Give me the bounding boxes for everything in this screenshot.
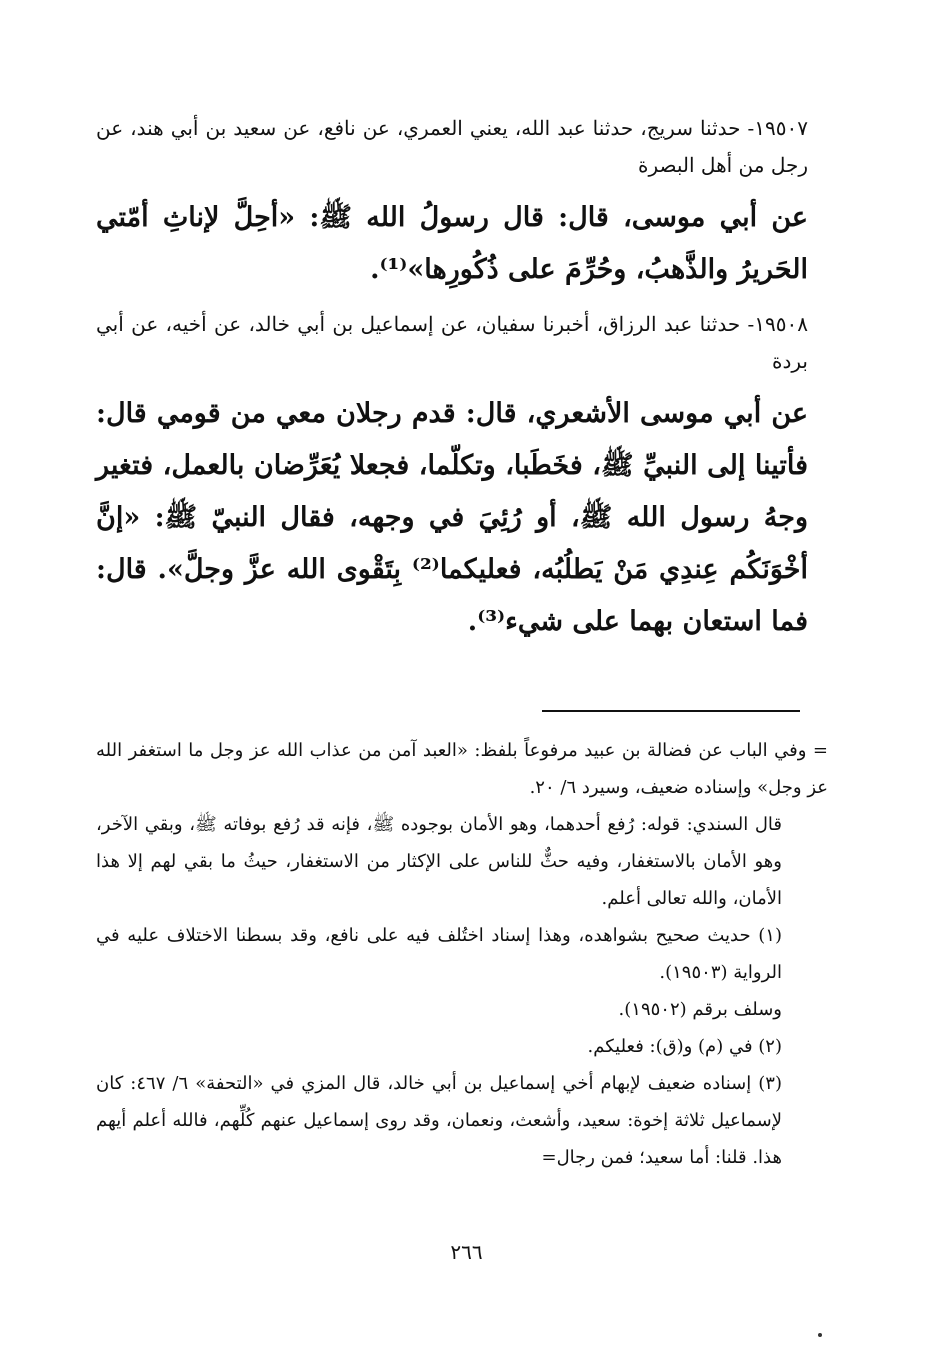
footnote-separator	[542, 710, 800, 712]
footnotes	[96, 732, 828, 1176]
main-text	[96, 100, 808, 658]
footnote-1: (١) حديث صحيح بشواهده، وهذا إسناد اختُلف فيه على نافع، وقد بسطنا الاختلاف عليه في الرواية (١٩٥٠٣).	[96, 925, 782, 983]
footnote-2: (٢) في (م) و(ق): فعليكم.	[587, 1036, 782, 1057]
hadith-19508-isnad: ١٩٥٠٨- حدثنا عبد الرزاق، أخبرنا سفيان، عن إسماعيل بن أبي خالد، عن أخيه، عن أبي بردة	[96, 312, 808, 373]
footnote-1-continuation: وسلف برقم (١٩٥٠٢).	[618, 999, 782, 1020]
footnote-3: (٣) إسناده ضعيف لإبهام أخي إسماعيل بن أبي خالد، قال المزي في «التحفة» ٦/ ٤٦٧: كان لإسماعيل ثلاثة إخوة: سعيد، وأشعث، ونعمان، وقد روى إسماعيل عنهم كُلِّهم، فالله أعلم أيهم هذا. قلنا: أما سعيد؛ فمن رجال=	[96, 1073, 782, 1168]
footnote-continuation: = وفي الباب عن فضالة بن عبيد مرفوعاً بلفظ: «العبد آمن من عذاب الله عز وجل ما استغفر الله عز وجل» وإسناده ضعيف، وسيرد ٦/ ٢٠.	[96, 740, 828, 798]
hadith-19507-matn: عن أبي موسى، قال: قال رسولُ الله ﷺ: «أحِلَّ لإناثِ أمّتي الحَريرُ والذَّهبُ، وحُرِّمَ على ذُكُورِها»⁽¹⁾.	[96, 202, 808, 285]
hadith-19507-isnad: ١٩٥٠٧- حدثنا سريج، حدثنا عبد الله، يعني العمري، عن نافع، عن سعيد بن أبي هند، عن رجل من أهل البصرة	[96, 116, 808, 177]
hadith-19508-matn: عن أبي موسى الأشعري، قال: قدم رجلان معي من قومي قال: فأتينا إلى النبيِّ ﷺ، فخَطَبا، وتكلّما، فجعلا يُعَرِّضان بالعمل، فتغير وجهُ رسول الله ﷺ، أو رُئِيَ في وجهه، فقال النبيّ ﷺ: «إنَّ أخْوَنَكُم عِندِي مَنْ يَطلُبُه، فعليكما⁽²⁾ بِتَقْوى الله عزَّ وجلَّ». قال: فما استعان بهما على شيء⁽³⁾.	[96, 398, 808, 637]
page-number: ٢٦٦	[450, 1240, 483, 1264]
scan-speck	[818, 1333, 822, 1337]
footnote-sindi: قال السندي: قوله: رُفع أحدهما، وهو الأمان بوجوده ﷺ، فإنه قد رُفع بوفاته ﷺ، وبقي الآخر، وهو الأمان بالاستغفار، وفيه حثٌّ للناس على الإكثار من الاستغفار، حيثُ ما بقي لهم إلا هذا الأمان، والله تعالى أعلم.	[96, 814, 782, 909]
